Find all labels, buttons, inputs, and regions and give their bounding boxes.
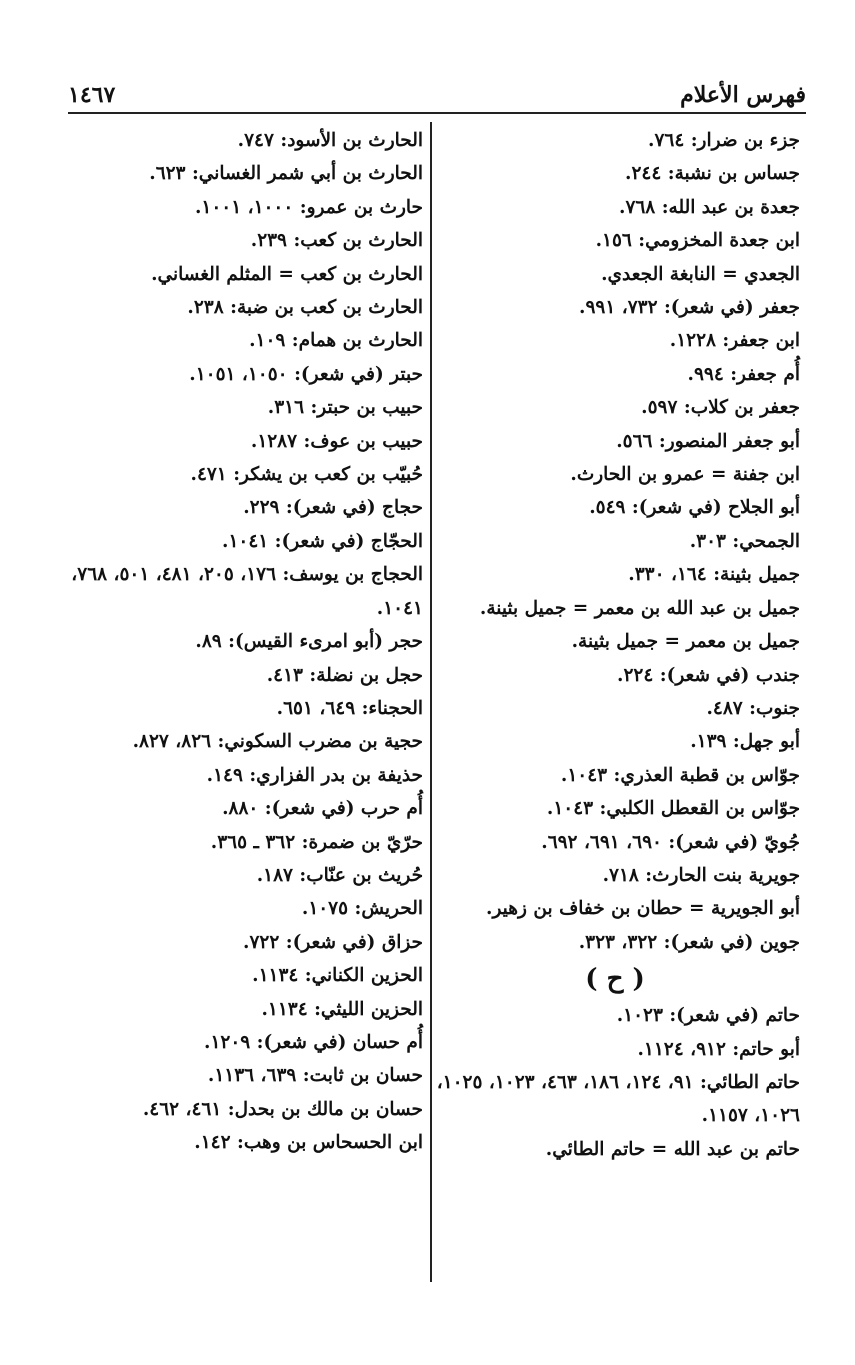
index-entry: أُم حسان (في شعر): ١٢٠٩. bbox=[204, 1031, 423, 1053]
column-divider bbox=[430, 122, 432, 1282]
index-entry: ابن الحسحاس بن وهب: ١٤٢. bbox=[194, 1132, 423, 1154]
index-entry: أبو حاتم: ٩١٢، ١١٢٤. bbox=[637, 1038, 800, 1060]
index-entry: حارث بن عمرو: ١٠٠٠، ١٠٠١. bbox=[194, 196, 423, 218]
right-column-entries-after bbox=[430, 999, 800, 1166]
index-entry: جنوب: ٤٨٧. bbox=[706, 697, 800, 719]
index-entry: حاتم الطائي: ٩١، ١٢٤، ١٨٦، ٤٦٣، ١٠٢٣، ١٠٢٥، ١٠٢٦، ١١٥٧. bbox=[436, 1071, 800, 1127]
index-entry: جوّاس بن القعطل الكلبي: ١٠٤٣. bbox=[546, 798, 800, 820]
index-entry: حُبيّب بن كعب بن يشكر: ٤٧١. bbox=[190, 464, 423, 486]
index-entry: جميل بن معمر = جميل بثينة. bbox=[571, 631, 800, 653]
index-entry: جعفر (في شعر): ٧٣٢، ٩٩١. bbox=[579, 297, 800, 319]
index-entry: أبو جعفر المنصور: ٥٦٦. bbox=[616, 430, 800, 452]
header-title: فهرس الأعلام bbox=[680, 82, 806, 108]
index-entry: حرّيّ بن ضمرة: ٣٦٢ ـ ٣٦٥. bbox=[210, 831, 423, 853]
index-entry: الجمحي: ٣٠٣. bbox=[689, 530, 800, 552]
index-entry: الحزين الليثي: ١١٣٤. bbox=[261, 998, 423, 1020]
index-entry: حزاق (في شعر): ٧٢٢. bbox=[243, 931, 423, 953]
index-entry: ابن جفنة = عمرو بن الحارث. bbox=[570, 464, 800, 486]
index-entry: حاتم بن عبد الله = حاتم الطائي. bbox=[545, 1138, 800, 1160]
index-entry: حبيب بن حبتر: ٣١٦. bbox=[267, 397, 423, 419]
index-entry: الحارث بن أبي شمر الغساني: ٦٢٣. bbox=[149, 163, 423, 185]
index-entry: ابن جعفر: ١٢٢٨. bbox=[669, 330, 800, 352]
index-entry: الحجّاج (في شعر): ١٠٤١. bbox=[222, 530, 423, 552]
page-number: ١٤٦٧ bbox=[68, 82, 116, 108]
section-letter-heading: ( ح ) bbox=[585, 964, 645, 995]
index-entry: جُويّ (في شعر): ٦٩٠، ٦٩١، ٦٩٢. bbox=[541, 831, 800, 853]
index-entry: حسان بن ثابت: ٦٣٩، ١١٣٦. bbox=[207, 1065, 423, 1087]
index-entry: الحارث بن كعب = المثلم الغساني. bbox=[151, 263, 423, 285]
index-entry: ابن جعدة المخزومي: ١٥٦. bbox=[595, 230, 800, 252]
index-entry: جعدة بن عبد الله: ٧٦٨. bbox=[618, 196, 800, 218]
index-entry: الحزين الكناني: ١١٣٤. bbox=[252, 965, 423, 987]
index-entry: حبيب بن عوف: ١٢٨٧. bbox=[250, 430, 423, 452]
index-entry: جميل بن عبد الله بن معمر = جميل بثينة. bbox=[479, 597, 800, 619]
index-entry: أُم حرب (في شعر): ٨٨٠. bbox=[222, 798, 423, 820]
index-entry: حجر (أبو امرىء القيس): ٨٩. bbox=[195, 631, 423, 653]
index-entry: حذيفة بن بدر الفزاري: ١٤٩. bbox=[206, 764, 423, 786]
index-entry: جميل بثينة: ١٦٤، ٣٣٠. bbox=[628, 564, 800, 586]
index-entry: جويرية بنت الحارث: ٧١٨. bbox=[602, 864, 800, 886]
index-entry: حجاج (في شعر): ٢٢٩. bbox=[243, 497, 423, 519]
index-entry: الحارث بن الأسود: ٧٤٧. bbox=[237, 130, 423, 151]
index-entry: الجعدي = النابغة الجعدي. bbox=[601, 263, 800, 285]
index-entry: أبو الجويرية = حطان بن خفاف بن زهير. bbox=[486, 898, 800, 920]
index-entry: حجل بن نضلة: ٤١٣. bbox=[266, 664, 423, 686]
index-entry: جساس بن نشبة: ٢٤٤. bbox=[625, 163, 800, 185]
right-column-entries bbox=[430, 124, 800, 959]
index-entry: الحجناء: ٦٤٩، ٦٥١. bbox=[276, 697, 423, 719]
index-entry: الحارث بن همام: ١٠٩. bbox=[249, 330, 423, 352]
index-entry: حجية بن مضرب السكوني: ٨٢٦، ٨٢٧. bbox=[132, 731, 423, 753]
right-column bbox=[430, 124, 800, 1166]
index-entry: أُم جعفر: ٩٩٤. bbox=[687, 363, 800, 385]
page-header bbox=[68, 72, 806, 114]
index-entry: حُريث بن عنّاب: ١٨٧. bbox=[256, 864, 423, 886]
index-entry: حبتر (في شعر): ١٠٥٠، ١٠٥١. bbox=[189, 363, 423, 385]
index-entry: أبو جهل: ١٣٩. bbox=[690, 731, 800, 753]
index-entry: جوين (في شعر): ٣٢٢، ٣٢٣. bbox=[578, 931, 800, 953]
left-column bbox=[47, 124, 423, 1160]
index-entry: جوّاس بن قطبة العذري: ١٠٤٣. bbox=[560, 764, 800, 786]
index-entry: جزء بن ضرار: ٧٦٤. bbox=[648, 130, 800, 151]
index-entry: الحارث بن كعب: ٢٣٩. bbox=[250, 230, 423, 252]
index-entry: الحارث بن كعب بن ضبة: ٢٣٨. bbox=[187, 297, 423, 319]
index-entry: الحريش: ١٠٧٥. bbox=[301, 898, 423, 920]
index-entry: جعفر بن كلاب: ٥٩٧. bbox=[641, 397, 800, 419]
index-entry: جندب (في شعر): ٢٢٤. bbox=[617, 664, 800, 686]
index-entry: أبو الجلاح (في شعر): ٥٤٩. bbox=[589, 497, 800, 519]
index-entry: حاتم (في شعر): ١٠٢٣. bbox=[616, 1005, 800, 1027]
index-entry: الحجاج بن يوسف: ١٧٦، ٢٠٥، ٤٨١، ٥٠١، ٧٦٨، ١٠٤١. bbox=[71, 564, 423, 619]
index-entry: حسان بن مالك بن بحدل: ٤٦١، ٤٦٢. bbox=[142, 1098, 423, 1120]
